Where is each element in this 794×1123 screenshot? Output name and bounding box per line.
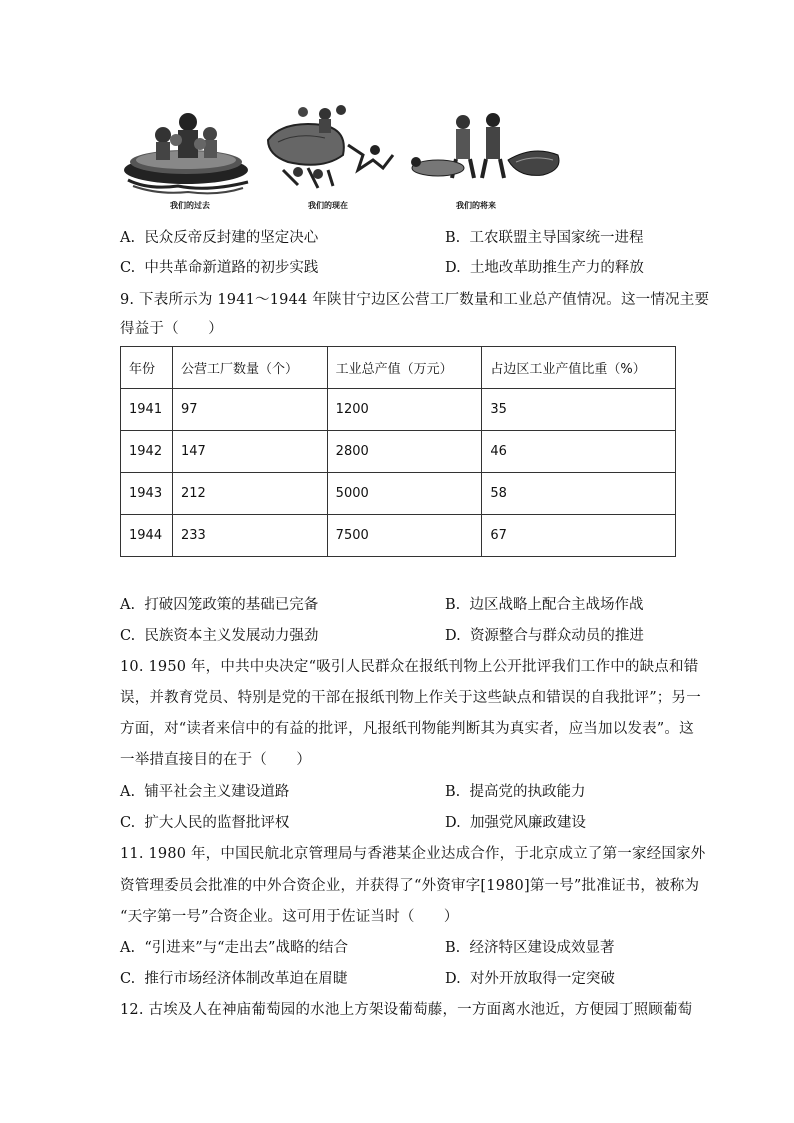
option-letter: A. bbox=[120, 940, 136, 956]
table-row bbox=[121, 389, 676, 431]
q10-option-a[interactable] bbox=[120, 782, 289, 802]
option-text: 提高党的执政能力 bbox=[469, 784, 586, 800]
cartoon-caption-past: 我们的过去 bbox=[170, 201, 210, 210]
option-text: 打破囚笼政策的基础已完备 bbox=[144, 597, 319, 613]
option-text: 民族资本主义发展动力强劲 bbox=[144, 628, 319, 644]
table-cell: 2800 bbox=[327, 431, 482, 473]
table-cell: 1944 bbox=[121, 515, 173, 557]
table-cell: 58 bbox=[482, 473, 676, 515]
option-text: 工农联盟主导国家统一进程 bbox=[469, 230, 644, 246]
table-row bbox=[121, 473, 676, 515]
table-header-row bbox=[121, 347, 676, 389]
table-cell: 7500 bbox=[327, 515, 482, 557]
option-letter: B. bbox=[445, 597, 461, 613]
cartoon-strip bbox=[118, 100, 568, 218]
q8-option-a[interactable] bbox=[120, 228, 318, 248]
table-cell: 147 bbox=[172, 431, 327, 473]
option-text: 经济特区建设成效显著 bbox=[469, 940, 615, 956]
q10-option-c[interactable] bbox=[120, 813, 289, 833]
table-cell: 67 bbox=[482, 515, 676, 557]
q12-stem-line1: 12. 古埃及人在神庙葡萄园的水池上方架设葡萄藤，一方面离水池近，方便园丁照顾葡萄 bbox=[120, 1002, 693, 1018]
table-row bbox=[121, 515, 676, 557]
option-text: 边区战略上配合主战场作战 bbox=[469, 597, 644, 613]
table-cell: 1943 bbox=[121, 473, 173, 515]
q11-option-c[interactable] bbox=[120, 969, 347, 989]
table-cell: 5000 bbox=[327, 473, 482, 515]
q11-stem-line1: 11. 1980 年，中国民航北京管理局与香港某企业达成合作，于北京成立了第一家经国家外 bbox=[120, 846, 706, 862]
q11-stem-line2: 资管理委员会批准的中外合资企业，并获得了“外资审字[1980]第一号”批准证书，被称为 bbox=[120, 878, 700, 894]
q11-option-a[interactable] bbox=[120, 938, 348, 958]
cartoon-caption-present: 我们的现在 bbox=[308, 201, 348, 210]
option-text: 加强党风廉政建设 bbox=[469, 815, 586, 831]
table-cell: 46 bbox=[482, 431, 676, 473]
option-text: 扩大人民的监督批评权 bbox=[144, 815, 290, 831]
q9-stem-line1: 9. 下表所示为 1941～1944 年陕甘宁边区公营工厂数量和工业总产值情况。这一情况主要 bbox=[120, 292, 710, 308]
q11-stem-line3: “天字第一号”合资企业。这可用于佐证当时（ ） bbox=[120, 909, 459, 925]
q8-option-c[interactable] bbox=[120, 258, 318, 278]
q10-stem-line2: 误，并教育党员、特别是党的干部在报纸刊物上作关于这些缺点和错误的自我批评”；另一 bbox=[120, 690, 701, 706]
option-letter: A. bbox=[120, 597, 136, 613]
option-text: 对外开放取得一定突破 bbox=[469, 971, 615, 987]
table-cell: 212 bbox=[172, 473, 327, 515]
q11-option-b[interactable] bbox=[445, 938, 614, 958]
table-header-cell: 工业总产值（万元） bbox=[327, 347, 482, 389]
option-letter: C. bbox=[120, 260, 136, 276]
option-text: “引进来”与“走出去”战略的结合 bbox=[144, 940, 348, 956]
option-text: 民众反帝反封建的坚定决心 bbox=[144, 230, 319, 246]
option-letter: C. bbox=[120, 815, 136, 831]
option-letter: D. bbox=[445, 971, 461, 987]
option-text: 推行市场经济体制改革迫在眉睫 bbox=[144, 971, 348, 987]
q9-option-d[interactable] bbox=[445, 626, 644, 646]
option-letter: D. bbox=[445, 260, 461, 276]
q10-option-b[interactable] bbox=[445, 782, 585, 802]
option-text: 土地改革助推生产力的释放 bbox=[469, 260, 644, 276]
table-header-cell: 占边区工业产值比重（%） bbox=[482, 347, 676, 389]
option-letter: A. bbox=[120, 784, 136, 800]
table-header-cell: 年份 bbox=[121, 347, 173, 389]
option-letter: B. bbox=[445, 940, 461, 956]
table-cell: 1200 bbox=[327, 389, 482, 431]
option-letter: D. bbox=[445, 628, 461, 644]
option-letter: C. bbox=[120, 628, 136, 644]
option-letter: C. bbox=[120, 971, 136, 987]
q8-option-d[interactable] bbox=[445, 258, 644, 278]
table-cell: 233 bbox=[172, 515, 327, 557]
q9-table bbox=[120, 346, 676, 557]
option-letter: A. bbox=[120, 230, 136, 246]
q9-option-c[interactable] bbox=[120, 626, 318, 646]
q9-option-a[interactable] bbox=[120, 595, 318, 615]
q10-stem-line1: 10. 1950 年，中共中央决定“吸引人民群众在报纸刊物上公开批评我们工作中的缺点和错 bbox=[120, 659, 699, 675]
option-letter: B. bbox=[445, 784, 461, 800]
q9-option-b[interactable] bbox=[445, 595, 643, 615]
cartoon-caption-future: 我们的将来 bbox=[456, 201, 496, 210]
q9-stem-line2: 得益于（ ） bbox=[120, 321, 223, 337]
option-text: 资源整合与群众动员的推进 bbox=[469, 628, 644, 644]
option-letter: B. bbox=[445, 230, 461, 246]
table-cell: 35 bbox=[482, 389, 676, 431]
option-text: 中共革命新道路的初步实践 bbox=[144, 260, 319, 276]
table-row bbox=[121, 431, 676, 473]
q11-option-d[interactable] bbox=[445, 969, 615, 989]
q10-option-d[interactable] bbox=[445, 813, 586, 833]
table-header-cell: 公营工厂数量（个） bbox=[172, 347, 327, 389]
table-cell: 1941 bbox=[121, 389, 173, 431]
option-letter: D. bbox=[445, 815, 461, 831]
table-cell: 1942 bbox=[121, 431, 173, 473]
q8-option-b[interactable] bbox=[445, 228, 643, 248]
q10-stem-line3: 方面，对“读者来信中的有益的批评，凡报纸刊物能判断其为真实者，应当加以发表”。这 bbox=[120, 721, 694, 737]
option-text: 铺平社会主义建设道路 bbox=[144, 784, 290, 800]
table-cell: 97 bbox=[172, 389, 327, 431]
q10-stem-line4: 一举措直接目的在于（ ） bbox=[120, 752, 312, 768]
